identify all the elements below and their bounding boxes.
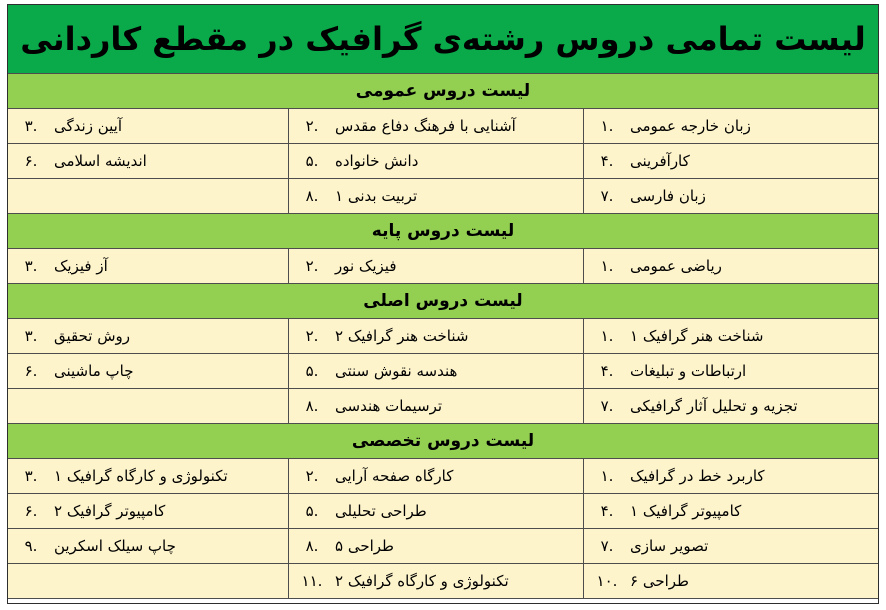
course-number: .۳ [24, 117, 38, 135]
course-cell [8, 109, 288, 143]
course-number: .۱۱ [301, 572, 323, 590]
section-header [8, 424, 878, 459]
section-title: لیست دروس اصلی [363, 291, 523, 311]
course-name: شناخت هنر گرافیک ۱ [630, 327, 764, 345]
table-row [8, 494, 878, 529]
course-cell [584, 494, 878, 528]
course-name: طراحی ۵ [335, 537, 394, 555]
course-cell [288, 494, 584, 528]
course-number: .۱ [600, 467, 614, 485]
course-number: .۶ [24, 152, 38, 170]
course-name: آز فیزیک [54, 257, 108, 275]
course-number: .۲ [305, 117, 319, 135]
course-number: .۸ [305, 397, 319, 415]
course-cell [584, 389, 878, 423]
course-cell [288, 249, 584, 283]
course-cell [288, 109, 584, 143]
course-cell [584, 179, 878, 213]
table-row [8, 354, 878, 389]
course-cell [584, 319, 878, 353]
course-name: روش تحقیق [54, 327, 131, 345]
course-name: دانش خانواده [335, 152, 419, 170]
course-name: کامپیوتر گرافیک ۱ [630, 502, 742, 520]
course-number: .۵ [305, 362, 319, 380]
course-name: ریاضی عمومی [630, 257, 722, 275]
table-row [8, 564, 878, 599]
course-number: .۲ [305, 257, 319, 275]
course-cell [8, 179, 288, 213]
table-row [8, 389, 878, 424]
course-cell [8, 354, 288, 388]
course-name: تکنولوژی و کارگاه گرافیک ۱ [54, 467, 228, 485]
course-name: ترسیمات هندسی [335, 397, 443, 415]
course-name: شناخت هنر گرافیک ۲ [335, 327, 469, 345]
course-number: .۵ [305, 152, 319, 170]
table-row [8, 319, 878, 354]
course-number: .۱ [600, 117, 614, 135]
course-cell [288, 179, 584, 213]
course-cell [8, 389, 288, 423]
course-name: تصویر سازی [630, 537, 709, 555]
course-name: آیین زندگی [54, 117, 122, 135]
course-cell [8, 564, 288, 598]
course-number: .۶ [24, 362, 38, 380]
section-header [8, 214, 878, 249]
table-row [8, 144, 878, 179]
course-name: ارتباطات و تبلیغات [630, 362, 747, 380]
course-number: .۴ [600, 502, 614, 520]
course-cell [584, 529, 878, 563]
course-name: فیزیک نور [335, 257, 397, 275]
course-number: .۸ [305, 537, 319, 555]
course-name: زبان فارسی [630, 187, 706, 205]
course-name: زبان خارجه عمومی [630, 117, 751, 135]
course-number: .۷ [600, 187, 614, 205]
course-name: چاپ ماشینی [54, 362, 134, 380]
course-number: .۵ [305, 502, 319, 520]
course-number: .۳ [24, 467, 38, 485]
course-table [7, 4, 879, 604]
course-name: کارگاه صفحه آرایی [335, 467, 454, 485]
section-header [8, 284, 878, 319]
course-name: کاربرد خط در گرافیک [630, 467, 765, 485]
section-title: لیست دروس تخصصی [351, 431, 535, 451]
course-cell [288, 354, 584, 388]
course-cell [584, 109, 878, 143]
page-title: لیست تمامی دروس رشته‌ی گرافیک در مقطع کاردانی [20, 20, 866, 58]
course-cell [288, 459, 584, 493]
section-header [8, 74, 878, 109]
title-bar [8, 5, 878, 74]
course-cell [584, 564, 878, 598]
course-number: .۸ [305, 187, 319, 205]
table-row [8, 249, 878, 284]
course-cell [288, 144, 584, 178]
course-number: .۳ [24, 257, 38, 275]
course-number: .۶ [24, 502, 38, 520]
course-cell [288, 319, 584, 353]
course-number: .۷ [600, 537, 614, 555]
course-name: طراحی ۶ [630, 572, 689, 590]
table-row [8, 529, 878, 564]
course-number: .۴ [600, 362, 614, 380]
course-number: .۴ [600, 152, 614, 170]
course-cell [8, 494, 288, 528]
course-number: .۲ [305, 327, 319, 345]
course-name: تکنولوژی و کارگاه گرافیک ۲ [335, 572, 509, 590]
course-number: .۲ [305, 467, 319, 485]
course-name: کارآفرینی [630, 152, 690, 170]
course-cell [584, 354, 878, 388]
course-cell [584, 249, 878, 283]
section-title: لیست دروس پایه [371, 221, 515, 241]
course-number: .۱۰ [596, 572, 618, 590]
course-cell [8, 144, 288, 178]
course-cell [584, 144, 878, 178]
course-cell [288, 389, 584, 423]
course-cell [288, 564, 584, 598]
course-number: .۳ [24, 327, 38, 345]
course-number: .۷ [600, 397, 614, 415]
course-cell [8, 319, 288, 353]
course-number: .۱ [600, 257, 614, 275]
course-name: تربیت بدنی ۱ [335, 187, 418, 205]
table-row [8, 179, 878, 214]
course-name: تجزیه و تحلیل آثار گرافیکی [630, 397, 798, 415]
course-name: طراحی تحلیلی [335, 502, 427, 520]
course-name: چاپ سیلک اسکرین [54, 537, 176, 555]
course-number: .۹ [24, 537, 38, 555]
section-title: لیست دروس عمومی [355, 81, 531, 101]
course-name: آشنایی با فرهنگ دفاع مقدس [335, 117, 516, 135]
course-name: کامپیوتر گرافیک ۲ [54, 502, 166, 520]
course-cell [8, 249, 288, 283]
course-number: .۱ [600, 327, 614, 345]
course-name: هندسه نقوش سنتی [335, 362, 458, 380]
table-row [8, 459, 878, 494]
course-cell [8, 529, 288, 563]
course-cell [584, 459, 878, 493]
course-cell [288, 529, 584, 563]
course-cell [8, 459, 288, 493]
course-name: اندیشه اسلامی [54, 152, 147, 170]
table-row [8, 109, 878, 144]
